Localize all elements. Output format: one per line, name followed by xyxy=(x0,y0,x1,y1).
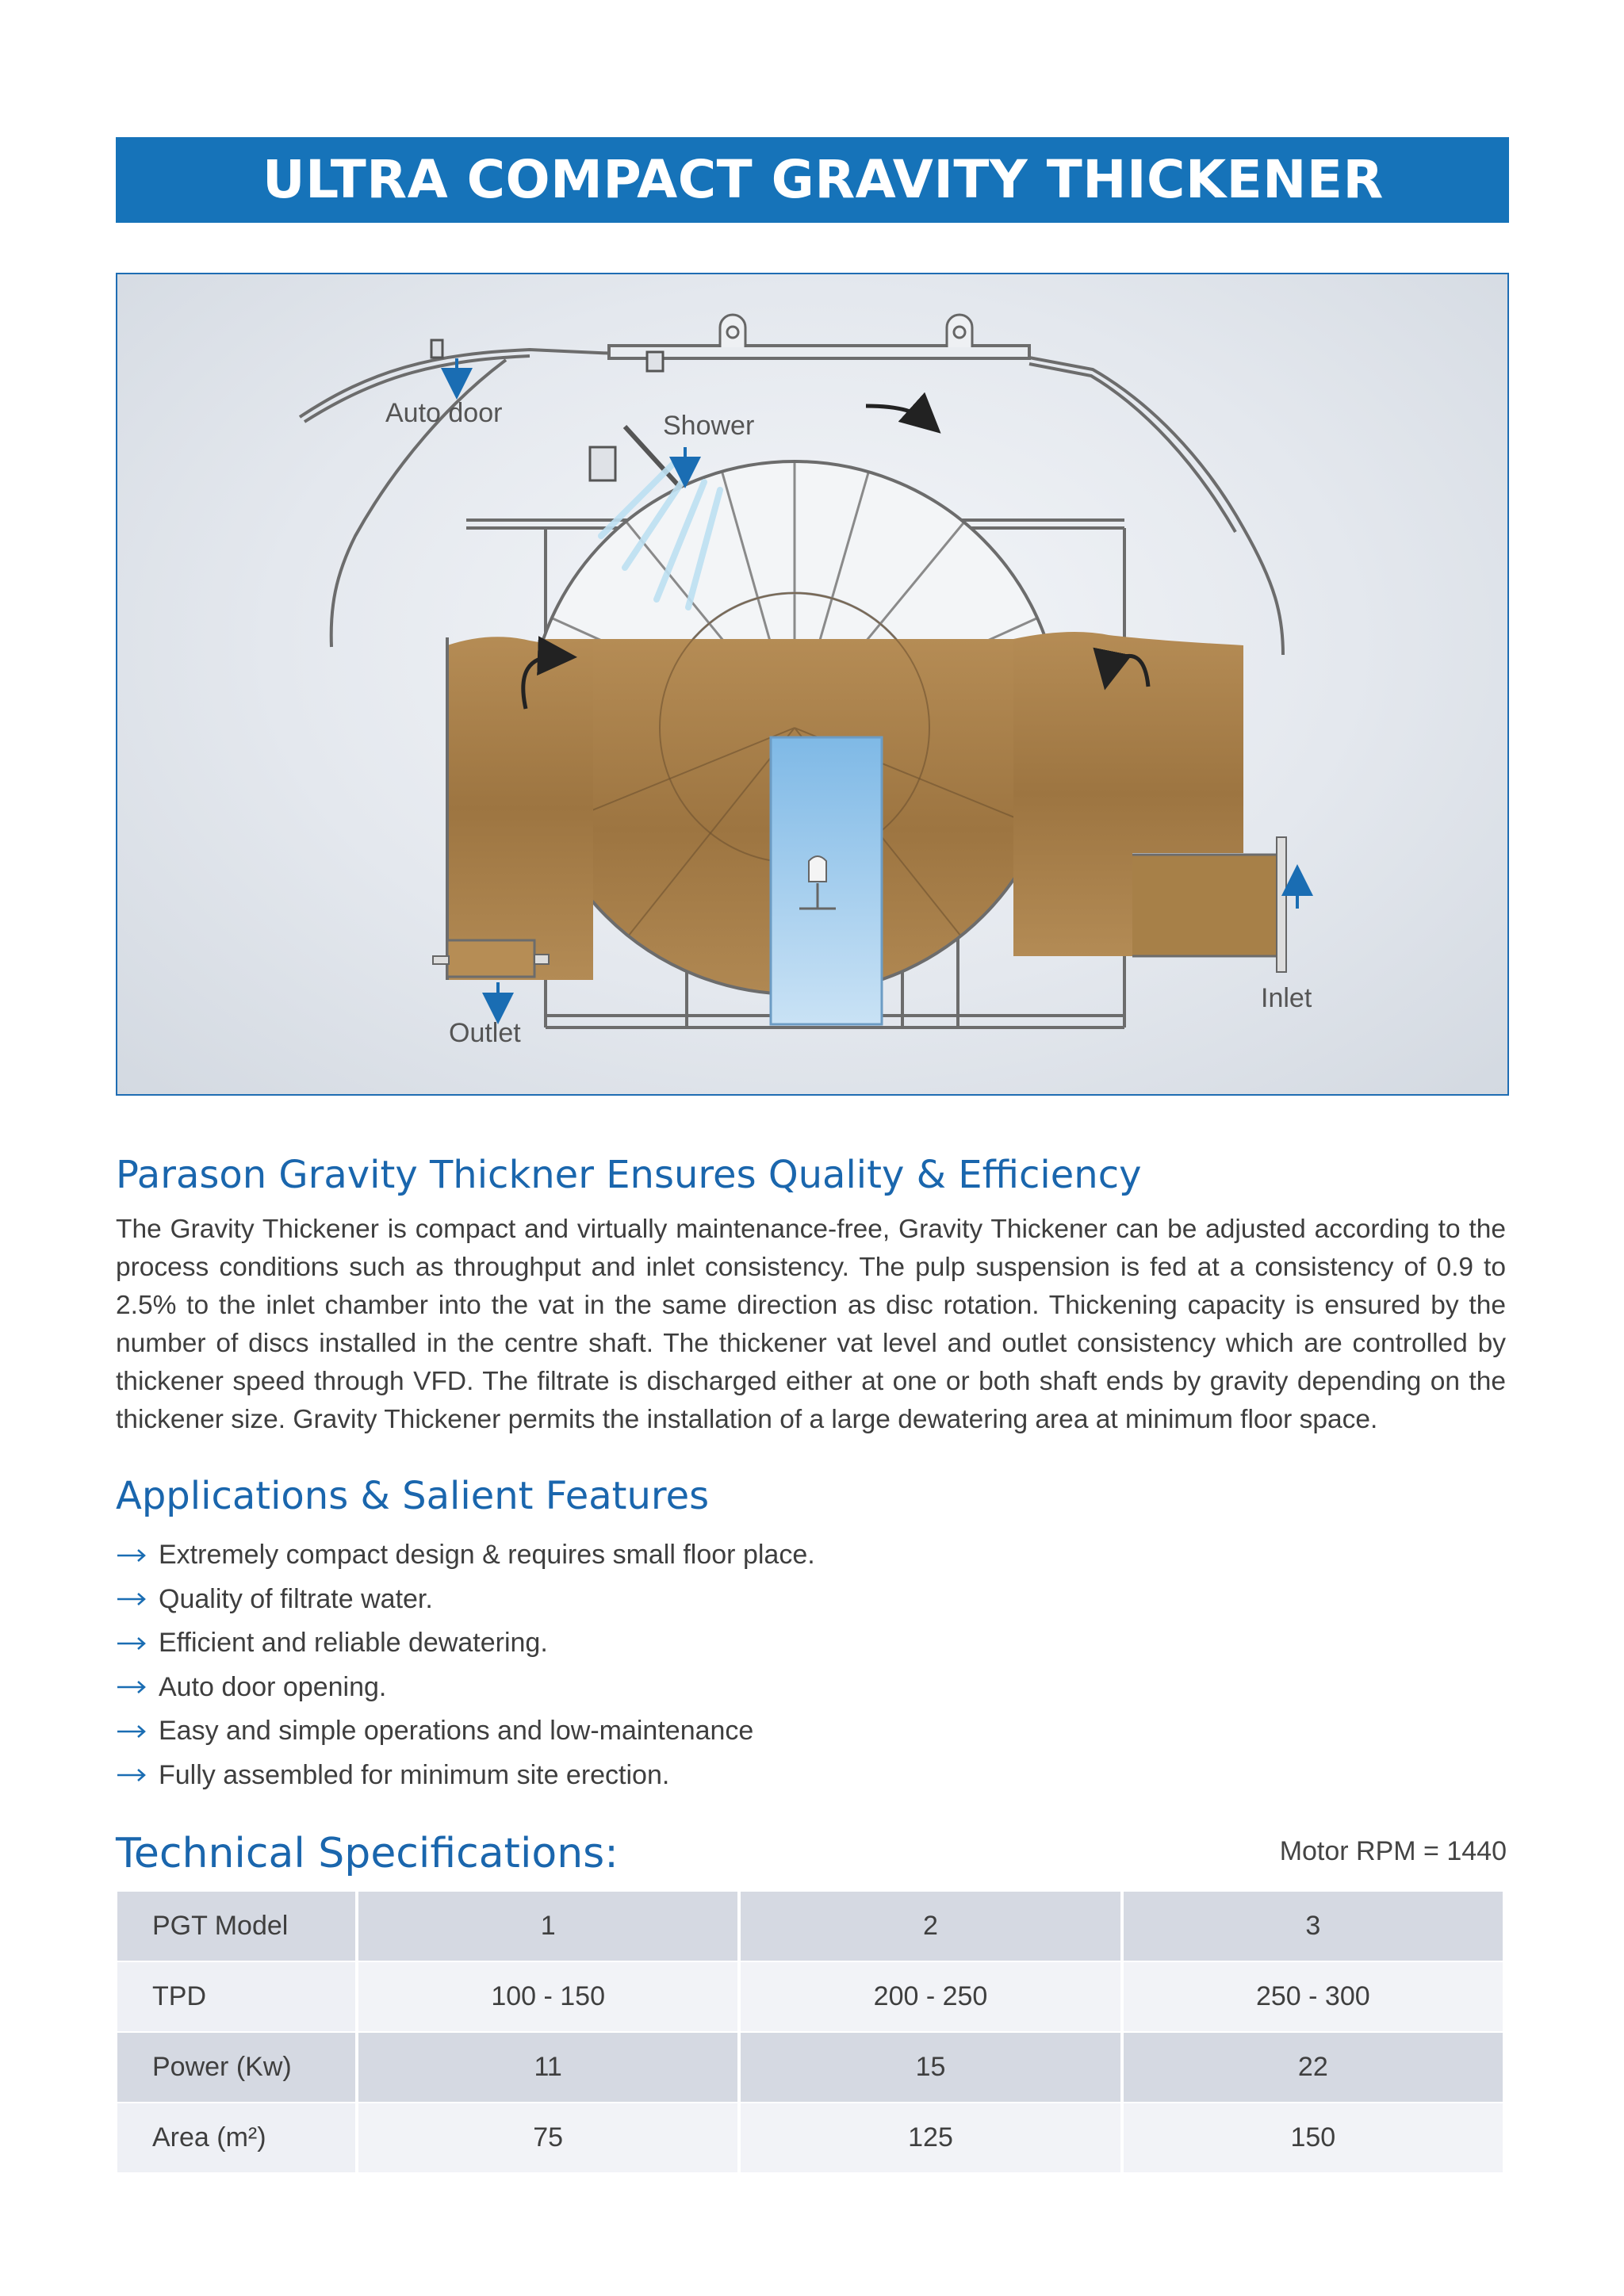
table-row xyxy=(117,1892,1503,1961)
page-title: ULTRA COMPACT GRAVITY THICKENER xyxy=(262,149,1384,210)
list-item xyxy=(116,1709,815,1754)
right-arrow-icon xyxy=(116,1767,147,1783)
table-cell: 1 xyxy=(358,1892,737,1961)
outlet-label: Outlet xyxy=(449,1018,521,1048)
auto-door-label: Auto door xyxy=(385,398,503,428)
lifting-lugs xyxy=(720,315,972,347)
table-cell: 100 - 150 xyxy=(358,1962,737,2031)
table-cell: 150 xyxy=(1124,2103,1503,2172)
feature-text: Quality of filtrate water. xyxy=(159,1583,433,1614)
features-heading: Applications & Salient Features xyxy=(116,1474,710,1518)
row-label: Power (Kw) xyxy=(117,2033,355,2102)
table-cell: 125 xyxy=(741,2103,1120,2172)
feature-text: Efficient and reliable dewatering. xyxy=(159,1628,548,1659)
feature-text: Extremely compact design & requires small floor place. xyxy=(159,1540,815,1571)
table-row xyxy=(117,2033,1503,2102)
table-row xyxy=(117,2103,1503,2172)
table-cell: 250 - 300 xyxy=(1124,1962,1503,2031)
table-cell: 75 xyxy=(358,2103,737,2172)
table-cell: 200 - 250 xyxy=(741,1962,1120,2031)
table-cell: 15 xyxy=(741,2033,1120,2102)
list-item xyxy=(116,1666,815,1710)
row-label: TPD xyxy=(117,1962,355,2031)
row-label: Area (m²) xyxy=(117,2103,355,2172)
right-arrow-icon xyxy=(116,1636,147,1651)
right-arrow-icon xyxy=(116,1591,147,1607)
right-arrow-icon xyxy=(116,1724,147,1739)
feature-text: Auto door opening. xyxy=(159,1671,387,1702)
table-row xyxy=(117,1962,1503,2031)
list-item xyxy=(116,1621,815,1666)
specs-table xyxy=(114,1890,1506,2174)
list-item xyxy=(116,1578,815,1622)
table-cell: 11 xyxy=(358,2033,737,2102)
motor-rpm-note: Motor RPM = 1440 xyxy=(1279,1836,1507,1866)
inlet-label: Inlet xyxy=(1261,983,1312,1013)
thickener-diagram xyxy=(116,273,1509,1096)
table-cell: 2 xyxy=(741,1892,1120,1961)
shower-label: Shower xyxy=(663,411,755,441)
table-cell: 3 xyxy=(1124,1892,1503,1961)
list-item xyxy=(116,1533,815,1578)
right-arrow-icon xyxy=(116,1548,147,1563)
intro-heading: Parason Gravity Thickner Ensures Quality & Efficiency xyxy=(116,1153,1142,1197)
table-cell: 22 xyxy=(1124,2033,1503,2102)
feature-text: Easy and simple operations and low-maintenance xyxy=(159,1716,754,1747)
right-arrow-icon xyxy=(116,1679,147,1695)
features-list xyxy=(116,1533,815,1797)
row-label: PGT Model xyxy=(117,1892,355,1961)
intro-paragraph: The Gravity Thickener is compact and virtually maintenance-free, Gravity Thickener can be adjusted according to the process conditions such as throughput and inlet consistency. The pulp suspension is fed at a consistency of 0.9 to 2.5% to the inlet chamber into the vat in the same direction as disc rotation. Thickening capacity is ensured by the number of discs installed in the centre shaft. The thickener vat level and outlet consistency which are controlled by thickener speed through VFD. The filtrate is discharged either at one or both shaft ends by gravity depending on the thickener size. Gravity Thickener permits the installation of a large dewatering area at minimum floor space. xyxy=(116,1215,1506,1434)
list-item xyxy=(116,1754,815,1798)
thickener-illustration xyxy=(117,274,1507,1094)
specs-heading: Technical Specifications: xyxy=(116,1830,619,1877)
feature-text: Fully assembled for minimum site erection. xyxy=(159,1759,670,1790)
title-banner xyxy=(116,137,1509,223)
